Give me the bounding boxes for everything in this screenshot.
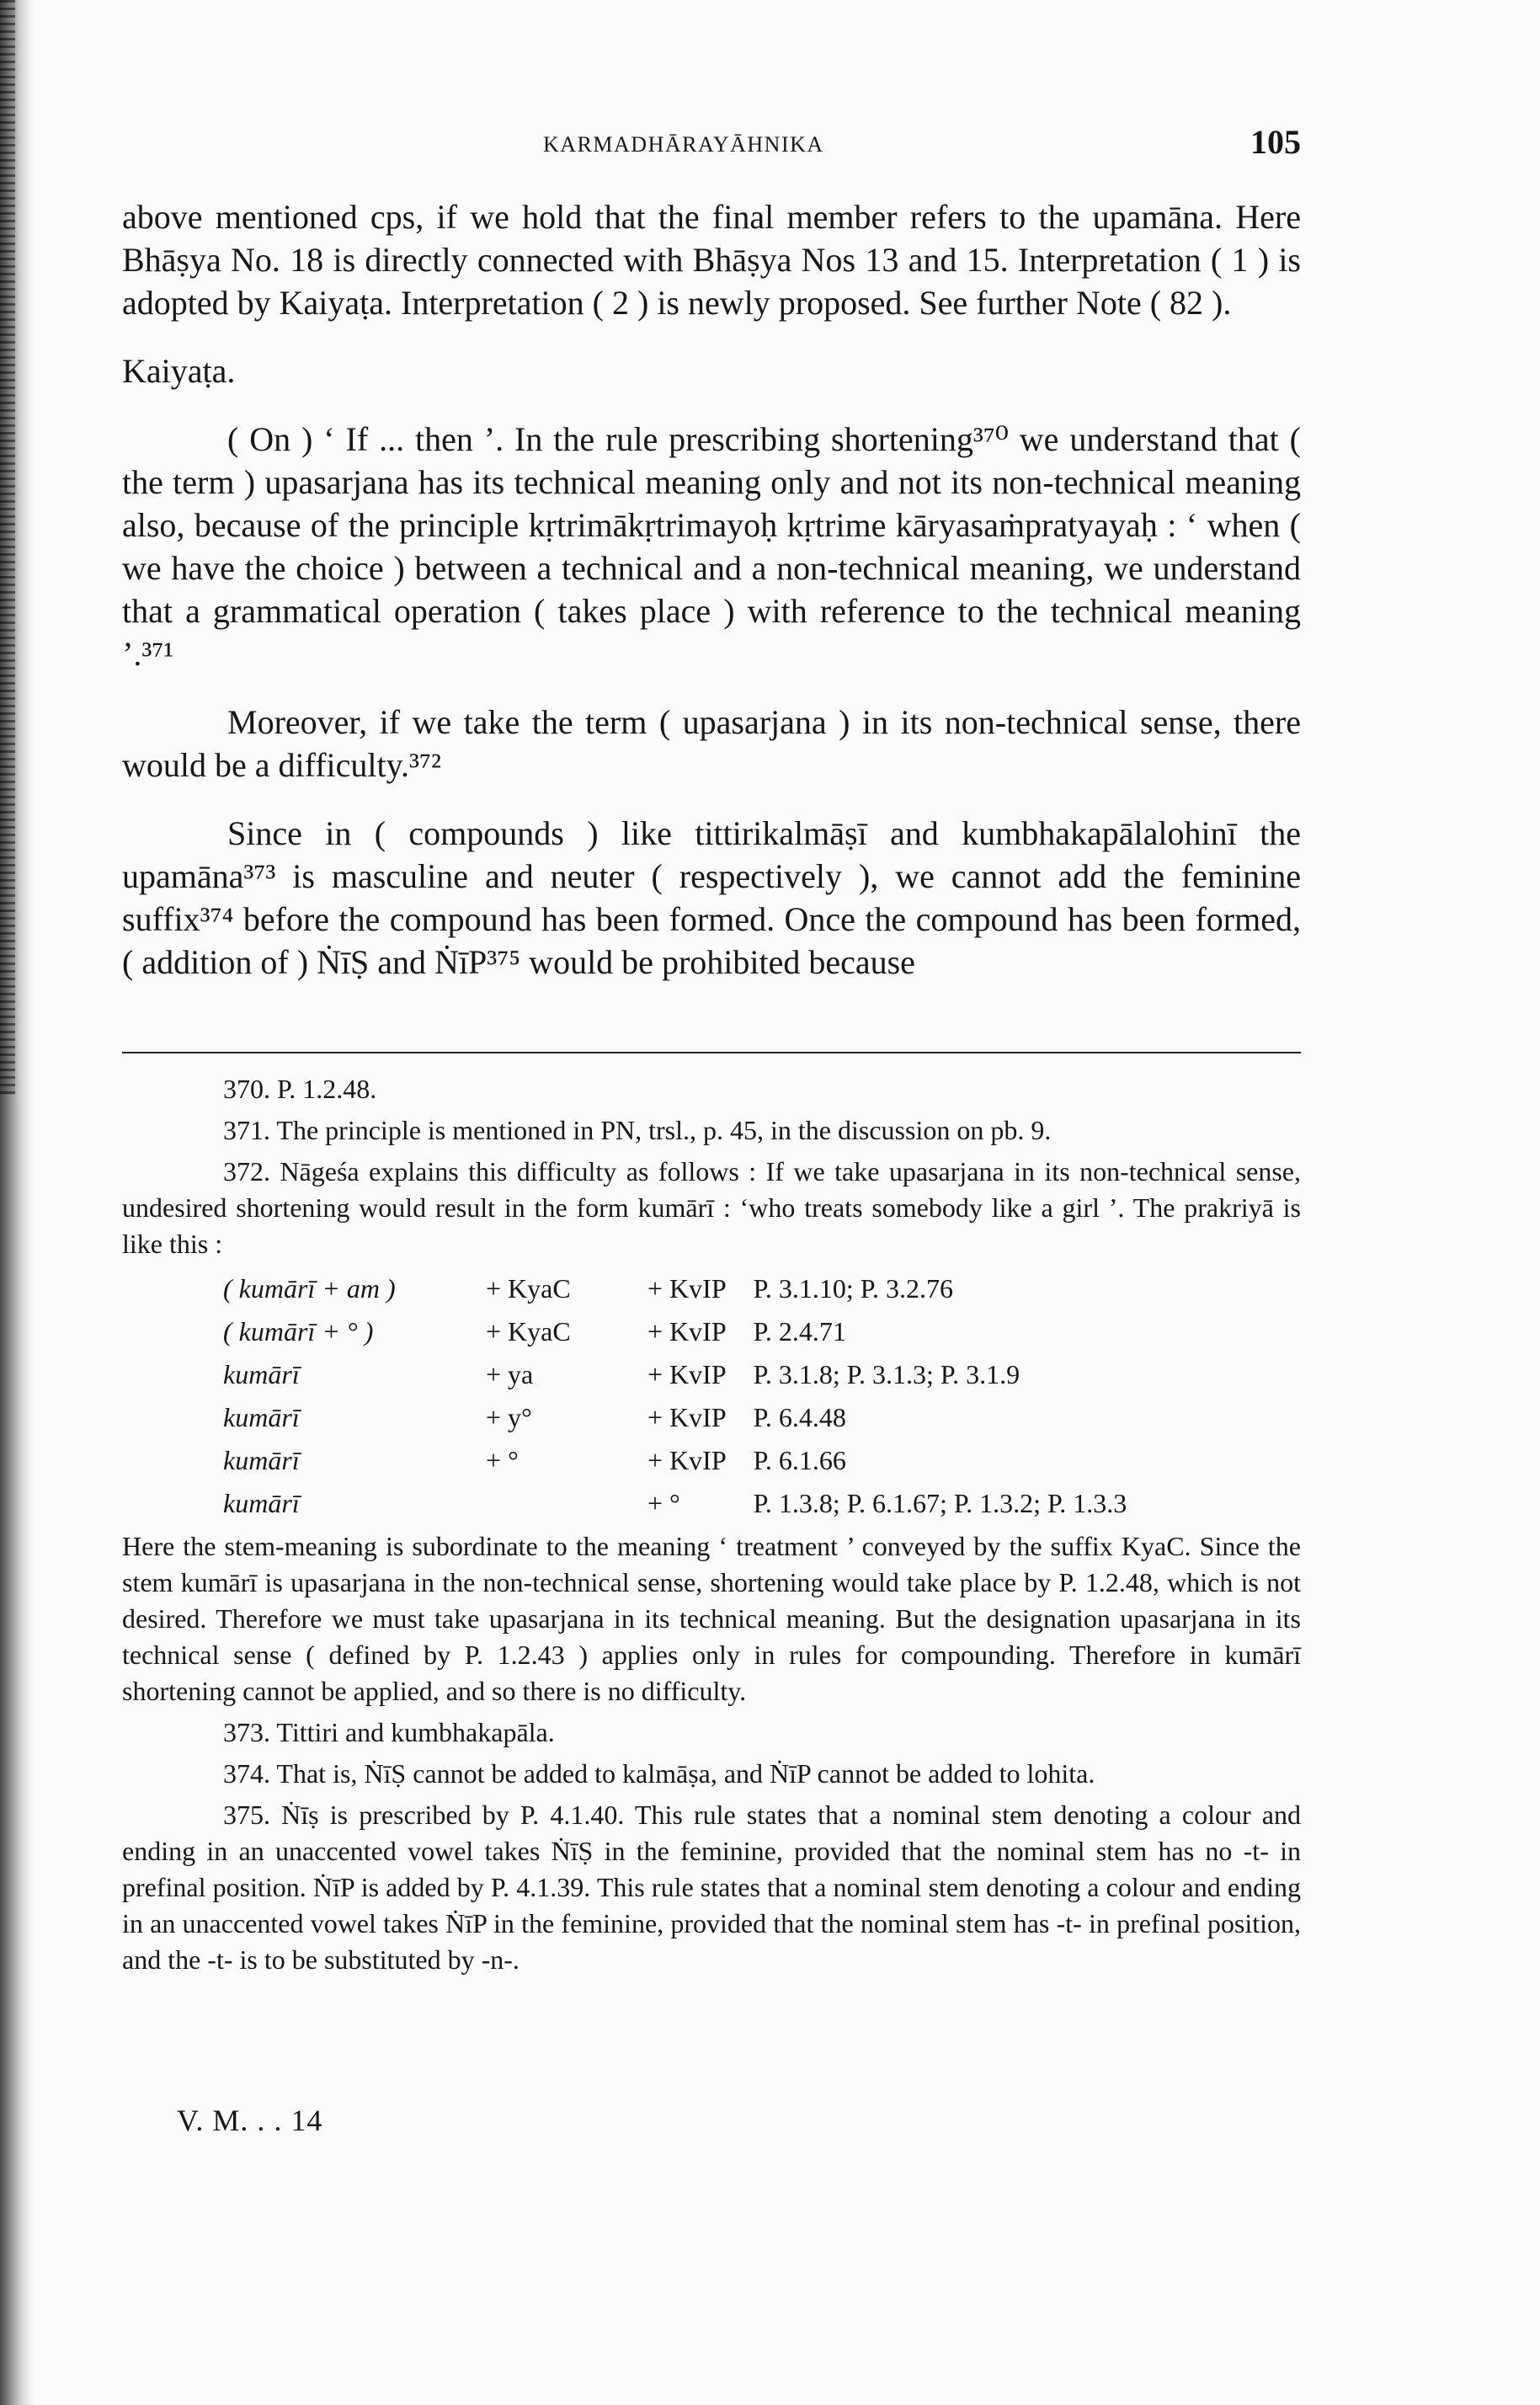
derivation-form: kumārī [223, 1488, 300, 1518]
footnote-372-intro: 372. Nāgeśa explains this difficulty as follows : If we take upasarjana in its non-technical sense, undesired shortening would result in the form kumārī : ‘who treats somebody like a girl ’. The prakriyā is like this : [122, 1156, 1301, 1259]
derivation-kvip: + KvIP [647, 1402, 727, 1432]
signature-mark: V. M. . . 14 [177, 2104, 323, 2137]
derivation-kvip: + KvIP [647, 1316, 727, 1346]
footnote-370: 370. P. 1.2.48. [223, 1074, 377, 1104]
derivation-affix: + KyaC [486, 1316, 571, 1346]
footnote-371: 371. The principle is mentioned in PN, trsl., p. 45, in the discussion on pb. 9. [223, 1115, 1052, 1145]
derivation-rule: P. 1.3.8; P. 6.1.67; P. 1.3.2; P. 1.3.3 [753, 1488, 1127, 1518]
derivation-affix: + ya [486, 1359, 534, 1389]
footnote-373: 373. Tittiri and kumbhakapāla. [223, 1717, 555, 1747]
running-title: KARMADHĀRAYĀHNIKA [543, 132, 824, 157]
paragraph-4: Since in ( compounds ) like tittirikalmāṣī and kumbhakapālalohinī the upamāna³⁷³ is masculine and neuter ( respectively ), we cannot add the feminine suffix³⁷⁴ before the compound has been formed. Once the compound has been formed, ( addition of ) ṄīṢ and ṄīP³⁷⁵ would be prohibited because [122, 814, 1301, 981]
derivation-rule: P. 3.1.10; P. 3.2.76 [753, 1273, 953, 1304]
section-label-kaiyata: Kaiyaṭa. [122, 352, 236, 390]
derivation-kvip: + KvIP [647, 1273, 727, 1304]
footnote-372-rest: Here the stem-meaning is subordinate to the meaning ‘ treatment ’ conveyed by the suffix KyaC. Since the stem kumārī is upasarjana in the non-technical sense, shortening would take place by P. 1.2.48, which is not desired. Therefore we must take upasarjana in its technical meaning. But the designation upasarjana in its technical sense ( defined by P. 1.2.43 ) applies only in rules for compounding. Therefore in kumārī shortening cannot be applied, and so there is no difficulty. [122, 1531, 1301, 1706]
footnotes [122, 1071, 1301, 1983]
derivation-form: kumārī [223, 1402, 300, 1432]
footnote-375: 375. Ṅīṣ is prescribed by P. 4.1.40. This rule states that a nominal stem denoting a colour and ending in an unaccented vowel takes ṄīṢ in the feminine, provided that the nominal stem has no -t- in prefinal position. ṄīP is added by P. 4.1.39. This rule states that a nominal stem denoting a colour and ending in an unaccented vowel takes ṄīP in the feminine, provided that the nominal stem has -t- in prefinal position, and the -t- is to be substituted by -n-. [122, 1800, 1301, 1975]
running-header [122, 122, 1301, 164]
derivation-form: ( kumārī + am ) [223, 1273, 396, 1304]
derivation-form: kumārī [223, 1359, 300, 1389]
derivation-row [223, 1439, 1137, 1482]
paragraph-2: ( On ) ‘ If ... then ’. In the rule prescribing shortening³⁷⁰ we understand that ( the term ) upasarjana has its technical meaning only and not its non-technical meaning also, because of the principle kṛtrimākṛtrimayoḥ kṛtrime kāryasaṁpratyayaḥ : ‘ when ( we have the choice ) between a technical and a non-technical meaning, we understand that a grammatical operation ( takes place ) with reference to the technical meaning ’.³⁷¹ [122, 420, 1301, 673]
derivation-rule: P. 6.4.48 [753, 1402, 846, 1432]
derivation-rule: P. 6.1.66 [753, 1445, 846, 1475]
derivation-rule: P. 2.4.71 [753, 1316, 846, 1346]
footnote-374: 374. That is, ṄīṢ cannot be added to kalmāṣa, and ṄīP cannot be added to lohita. [223, 1758, 1095, 1789]
page-number: 105 [1250, 123, 1301, 161]
derivation-row [223, 1353, 1137, 1396]
footnote-divider [122, 1052, 1301, 1053]
derivation-kvip: + KvIP [647, 1445, 727, 1475]
paragraph-1: above mentioned cps, if we hold that the final member refers to the upamāna. Here Bhāṣya No. 18 is directly connected with Bhāṣya Nos 13 and 15. Interpretation ( 1 ) is adopted by Kaiyaṭa. Interpretation ( 2 ) is newly proposed. See further Note ( 82 ). [122, 198, 1301, 322]
derivation-row [223, 1482, 1137, 1525]
derivation-kvip: + KvIP [647, 1359, 727, 1389]
derivation-affix: + y° [486, 1402, 532, 1432]
paragraph-3: Moreover, if we take the term ( upasarjana ) in its non-technical sense, there would be a difficulty.³⁷² [122, 703, 1301, 784]
derivation-row [223, 1396, 1137, 1439]
derivation-rule: P. 3.1.8; P. 3.1.3; P. 3.1.9 [753, 1359, 1020, 1389]
derivation-affix: + KyaC [486, 1273, 571, 1304]
derivation-row [223, 1310, 1137, 1353]
derivation-kvip: + ° [647, 1488, 680, 1518]
scan-edge-texture [0, 0, 15, 1095]
derivation-form: kumārī [223, 1445, 300, 1475]
derivation-affix: + ° [486, 1445, 519, 1475]
main-text [122, 195, 1301, 1009]
derivation-row [223, 1267, 1137, 1310]
prakriya-derivation-table [223, 1267, 1137, 1525]
derivation-affix [486, 1482, 647, 1525]
derivation-form: ( kumārī + ° ) [223, 1316, 374, 1346]
